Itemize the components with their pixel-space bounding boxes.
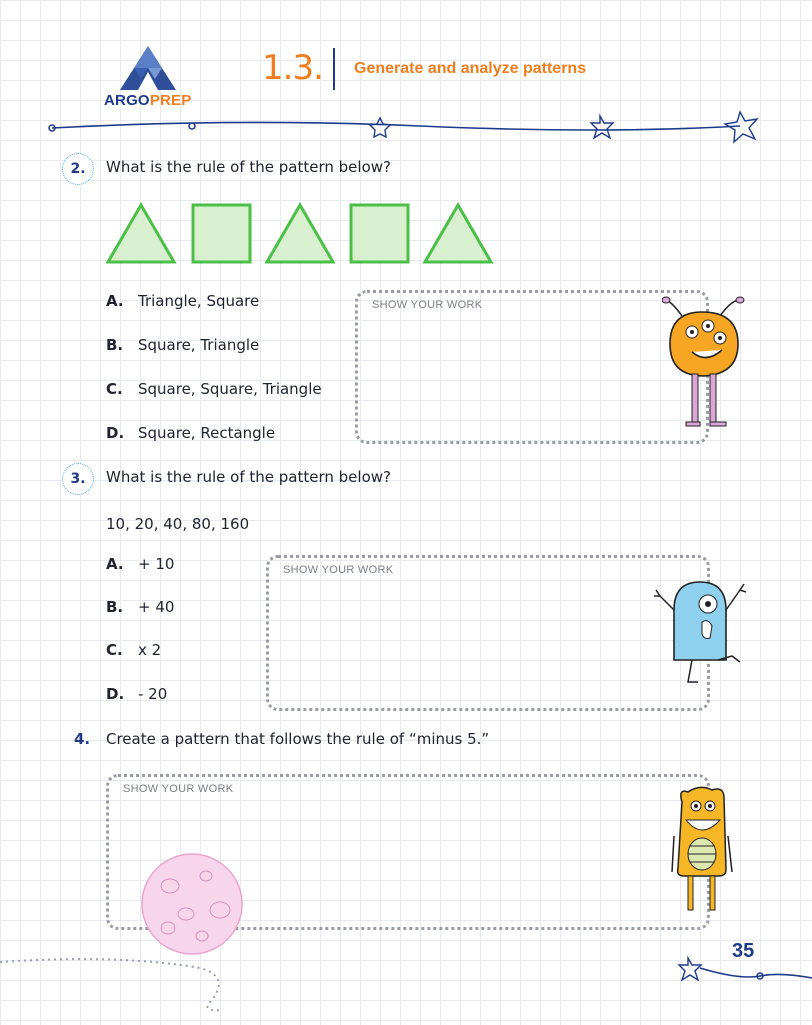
question-3-badge: 3. (62, 463, 94, 495)
q3-option-a[interactable]: A. + 10 (106, 555, 175, 573)
argoprep-logo-icon (118, 44, 178, 92)
q3-option-b[interactable]: B. + 40 (106, 598, 175, 616)
work-area-label: SHOW YOUR WORK (123, 783, 234, 795)
brand-logo-text: ARGOPREP (104, 92, 192, 109)
triangle-shape (108, 205, 174, 262)
page-number: 35 (732, 940, 755, 962)
pattern-shapes (106, 202, 496, 266)
work-area-label: SHOW YOUR WORK (372, 299, 483, 311)
triangle-shape (267, 205, 333, 262)
work-area-label: SHOW YOUR WORK (283, 564, 394, 576)
q3-option-d[interactable]: D. - 20 (106, 685, 168, 703)
triangle-shape (425, 205, 491, 262)
yellow-monster-illustration (668, 784, 738, 916)
question-4-number: 4. (74, 730, 91, 748)
header-divider (333, 48, 335, 90)
lesson-title: Generate and analyze patterns (354, 60, 587, 77)
q2-option-d[interactable]: D. Square, Rectangle (106, 424, 276, 442)
header-line-decoration (40, 108, 780, 148)
blue-monster-illustration (652, 570, 752, 690)
question-3-text: What is the rule of the pattern below? (106, 468, 391, 486)
question-2-badge: 2. (62, 153, 94, 185)
lesson-number: 1.3. (262, 48, 323, 88)
q2-option-b[interactable]: B. Square, Triangle (106, 336, 260, 354)
number-sequence: 10, 20, 40, 80, 160 (106, 515, 250, 533)
orange-monster-illustration (662, 294, 752, 434)
q3-option-c[interactable]: C. x 2 (106, 641, 162, 659)
bottom-trail-decoration (0, 940, 812, 1025)
q2-option-a[interactable]: A. Triangle, Square (106, 292, 260, 310)
q2-work-area[interactable] (355, 290, 709, 444)
question-4-text: Create a pattern that follows the rule of “minus 5.” (106, 730, 490, 748)
square-shape (193, 205, 250, 262)
q3-work-area[interactable] (266, 555, 710, 711)
question-2-text: What is the rule of the pattern below? (106, 158, 391, 176)
q2-option-c[interactable]: C. Square, Square, Triangle (106, 380, 322, 398)
square-shape (351, 205, 408, 262)
